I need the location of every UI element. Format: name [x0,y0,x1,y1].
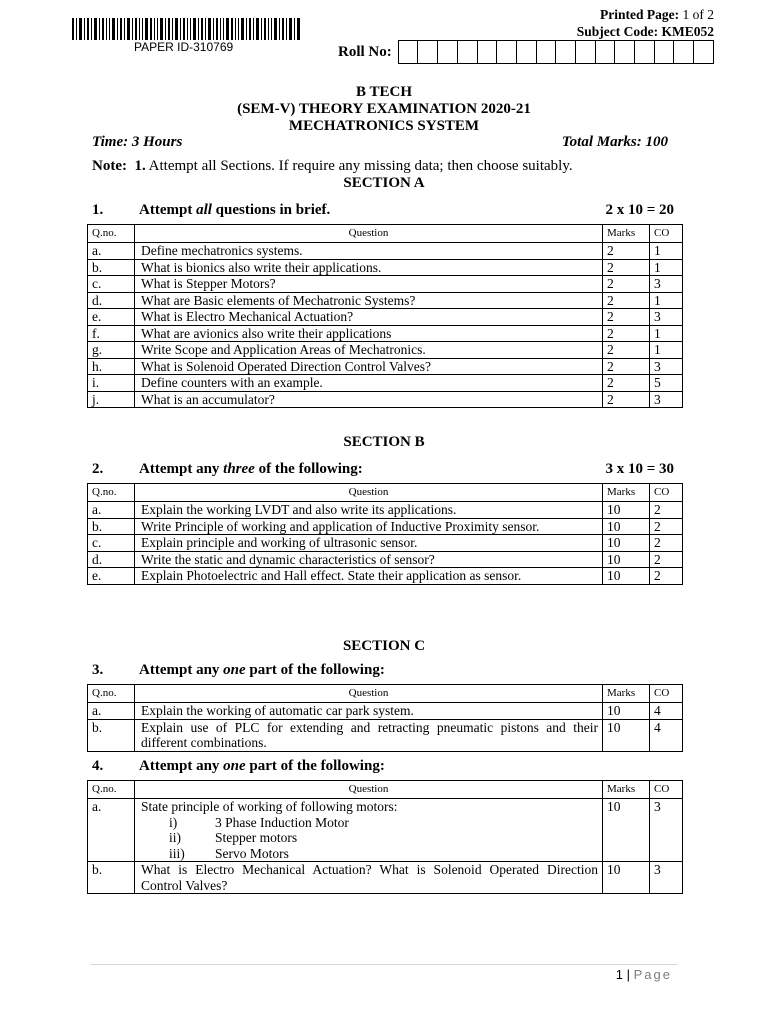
header-co: CO [650,781,683,799]
roll-number-box[interactable] [694,40,714,64]
header-marks: Marks [603,781,650,799]
instr-emphasis: one [223,758,246,774]
instr-text: Attempt any [139,758,224,774]
question-lead: State principle of working of following motors: [141,799,398,814]
table-row [88,518,683,535]
table-row [88,799,683,862]
roll-number-box[interactable] [438,40,458,64]
header-marks: Marks [603,225,650,243]
table-row [88,551,683,568]
question-marks: 10 [603,703,650,720]
note-label: Note: [92,158,127,174]
q2-instruction [139,461,363,478]
header-question: Question [135,781,603,799]
instr-text: Attempt any [139,461,224,477]
question-text: Define counters with an example. [135,375,603,392]
note-text: Attempt all Sections. If require any missing data; then choose suitably. [148,158,573,174]
motor-item [141,846,598,862]
question-number: f. [88,325,135,342]
question-number: g. [88,342,135,359]
note-number: 1. [134,158,146,174]
question-number: b. [88,518,135,535]
motor-item-text: Stepper motors [215,830,298,845]
question-text: What is bionics also write their applications. [135,259,603,276]
motor-item-text: Servo Motors [215,845,289,861]
page-number: 1 [615,967,624,982]
header-qno: Q.no. [88,484,135,502]
q3-table [87,684,683,752]
footer-divider [90,964,678,965]
roll-number-box[interactable] [556,40,576,64]
page-label: Page [633,967,672,982]
total-marks: Total Marks: 100 [561,134,668,150]
question-marks: 2 [603,375,650,392]
question-text: Explain the working of automatic car park system. [135,703,603,720]
question-co: 4 [650,719,683,751]
question-number: e. [88,309,135,326]
motor-item-text: 3 Phase Induction Motor [215,814,349,830]
header-marks: Marks [603,484,650,502]
question-number: a. [88,703,135,720]
header-question: Question [135,225,603,243]
table-row [88,259,683,276]
question-text: What are avionics also write their applications [135,325,603,342]
q1-instruction [139,202,330,219]
question-co: 5 [650,375,683,392]
degree: B TECH [356,84,412,100]
table-row [88,342,683,359]
motor-list [141,815,598,862]
header-qno: Q.no. [88,781,135,799]
section-a-heading: SECTION A [343,175,425,191]
question-marks: 10 [603,551,650,568]
header-qno: Q.no. [88,685,135,703]
table-header-row [88,225,683,243]
question-co: 3 [650,391,683,408]
roll-number-box[interactable] [399,40,419,64]
question-text: What are Basic elements of Mechatronic Systems? [135,292,603,309]
question-number: e. [88,568,135,585]
note [92,158,573,175]
header-marks: Marks [603,685,650,703]
instr-text: of the following: [254,461,363,477]
table-row [88,358,683,375]
header-question: Question [135,484,603,502]
exam-time: Time: 3 Hours [92,134,183,150]
question-marks: 10 [603,862,650,894]
motor-item [141,830,598,846]
question-marks: 2 [603,259,650,276]
q1-number: 1. [92,202,104,218]
header-co: CO [650,484,683,502]
table-row [88,391,683,408]
question-marks: 2 [603,309,650,326]
question-co: 3 [650,799,683,862]
printed-page-label: Printed Page: [600,7,680,22]
table-row [88,325,683,342]
question-co: 1 [650,325,683,342]
header-co: CO [650,685,683,703]
roll-number-box[interactable] [517,40,537,64]
q4-number: 4. [92,758,104,774]
question-marks: 2 [603,358,650,375]
barcode [72,18,300,40]
table-row [88,568,683,585]
header-qno: Q.no. [88,225,135,243]
q2-marks: 3 x 10 = 30 [605,461,674,477]
roll-number-box[interactable] [615,40,635,64]
printed-page-value: 1 of 2 [682,7,714,22]
question-text: Explain principle and working of ultrasonic sensor. [135,535,603,552]
question-co: 3 [650,309,683,326]
header-co: CO [650,225,683,243]
roll-number-box[interactable] [418,40,438,64]
table-row [88,535,683,552]
instr-emphasis: all [196,202,212,218]
roll-no-label: Roll No: [338,43,392,60]
instr-text: Attempt any [139,662,224,678]
table-row [88,292,683,309]
question-number: d. [88,292,135,309]
question-marks: 10 [603,799,650,862]
question-text: What is an accumulator? [135,391,603,408]
motor-item-number: iii) [169,845,185,861]
question-number: j. [88,391,135,408]
table-row [88,719,683,751]
section-a-table [87,224,683,408]
question-marks: 10 [603,518,650,535]
question-co: 4 [650,703,683,720]
roll-number [338,40,714,64]
subject-title: MECHATRONICS SYSTEM [288,118,480,134]
question-number: b. [88,862,135,894]
roll-number-box[interactable] [596,40,616,64]
question-co: 1 [650,292,683,309]
section-b-table [87,483,683,585]
question-text: Explain Photoelectric and Hall effect. State their application as sensor. [135,568,603,585]
section-c-heading: SECTION C [342,638,426,654]
header-question: Question [135,685,603,703]
roll-number-box[interactable] [497,40,517,64]
question-text: Define mechatronics systems. [135,243,603,260]
printed-info [577,6,714,40]
question-text: What is Solenoid Operated Direction Control Valves? [135,358,603,375]
question-text: What is Stepper Motors? [135,276,603,293]
question-text: Write Principle of working and application of Inductive Proximity sensor. [135,518,603,535]
question-number: c. [88,535,135,552]
question-marks: 2 [603,325,650,342]
q4-instruction [139,758,385,775]
question-co: 1 [650,342,683,359]
question-text: What is Electro Mechanical Actuation? [135,309,603,326]
table-row [88,243,683,260]
question-text: Explain use of PLC for extending and retracting pneumatic pistons and their different combinations. [135,719,603,751]
subject-code-value: KME052 [661,24,714,39]
table-row [88,375,683,392]
motor-item-number: ii) [169,830,181,845]
question-number: i. [88,375,135,392]
footer-separator: | [623,967,634,982]
instr-text: part of the following: [245,758,385,774]
question-text: What is Electro Mechanical Actuation? What is Solenoid Operated Direction Control Valves? [135,862,603,894]
question-co: 3 [650,358,683,375]
question-number: b. [88,719,135,751]
question-marks: 2 [603,292,650,309]
roll-number-box[interactable] [674,40,694,64]
question-co: 1 [650,243,683,260]
roll-number-box[interactable] [478,40,498,64]
paper-id: PAPER ID-310769 [134,40,234,54]
question-co: 3 [650,276,683,293]
instr-text: part of the following: [245,662,385,678]
exam-title: (SEM-V) THEORY EXAMINATION 2020-21 [237,101,531,117]
q3-instruction [139,662,385,679]
table-header-row [88,484,683,502]
question-co: 2 [650,568,683,585]
question-number: d. [88,551,135,568]
question-co: 2 [650,518,683,535]
question-marks: 10 [603,568,650,585]
question-co: 3 [650,862,683,894]
question-text: Write Scope and Application Areas of Mechatronics. [135,342,603,359]
table-header-row [88,781,683,799]
table-row [88,862,683,894]
roll-number-box[interactable] [655,40,675,64]
question-marks: 10 [603,502,650,519]
q4-table [87,780,683,894]
q2-number: 2. [92,461,104,477]
instr-emphasis: three [223,461,255,477]
roll-number-box[interactable] [635,40,655,64]
roll-number-boxes[interactable] [398,40,714,64]
question-marks: 2 [603,342,650,359]
question-marks: 2 [603,276,650,293]
table-row [88,703,683,720]
table-row [88,502,683,519]
question-number: a. [88,502,135,519]
motor-item [141,815,598,831]
question-number: h. [88,358,135,375]
table-header-row [88,685,683,703]
table-row [88,276,683,293]
instr-text: questions in brief. [211,202,331,218]
q3-number: 3. [92,662,104,678]
question-number: c. [88,276,135,293]
question-marks: 10 [603,719,650,751]
question-text [135,799,603,862]
q1-marks: 2 x 10 = 20 [605,202,674,218]
question-number: a. [88,243,135,260]
question-marks: 10 [603,535,650,552]
question-co: 2 [650,535,683,552]
section-b-heading: SECTION B [343,434,425,450]
subject-code-label: Subject Code: [576,24,659,39]
roll-number-box[interactable] [537,40,557,64]
roll-number-box[interactable] [576,40,596,64]
question-text: Explain the working LVDT and also write its applications. [135,502,603,519]
roll-number-box[interactable] [458,40,478,64]
question-co: 2 [650,551,683,568]
table-row [88,309,683,326]
instr-text: Attempt [139,202,197,218]
question-co: 1 [650,259,683,276]
question-marks: 2 [603,391,650,408]
question-marks: 2 [603,243,650,260]
question-co: 2 [650,502,683,519]
motor-item-number: i) [169,814,178,830]
question-text: Write the static and dynamic characteristics of sensor? [135,551,603,568]
page-footer [616,967,672,982]
question-number: b. [88,259,135,276]
question-number: a. [88,799,135,862]
instr-emphasis: one [223,662,246,678]
